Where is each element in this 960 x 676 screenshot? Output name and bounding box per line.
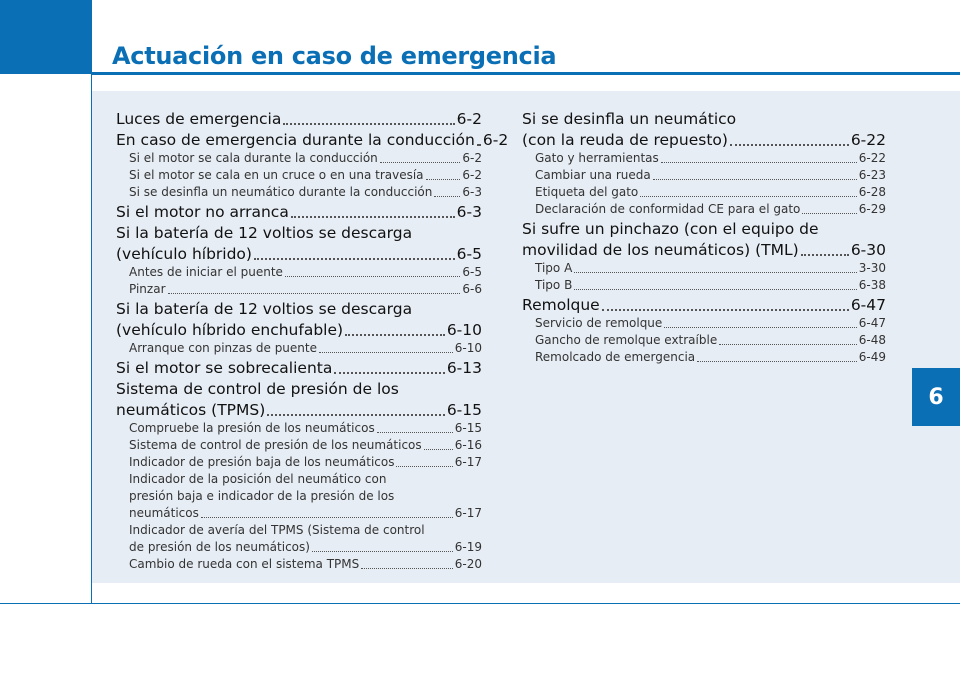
- toc-entry-title: Si el motor se sobrecalienta: [116, 359, 333, 377]
- toc-item[interactable]: [116, 437, 482, 454]
- toc-entry: [522, 150, 886, 167]
- toc-page-number: 6-5: [456, 245, 482, 263]
- toc-entry-title: En caso de emergencia durante la conducción: [116, 131, 475, 149]
- toc-page-number: 6-23: [858, 168, 886, 182]
- toc-entry: [116, 454, 482, 471]
- dot-leader: [345, 334, 445, 336]
- toc-entry: [522, 296, 886, 315]
- toc-page-number: 6-22: [858, 151, 886, 165]
- dot-leader: [201, 517, 453, 518]
- toc-item[interactable]: [116, 224, 482, 264]
- dot-leader: [664, 327, 856, 328]
- toc-entry: [116, 420, 482, 437]
- dot-leader: [730, 144, 849, 146]
- toc-entry: [522, 332, 886, 349]
- toc-entry: [116, 150, 482, 167]
- page-title: Actuación en caso de emergencia: [112, 42, 557, 70]
- toc-page-number: 6-28: [858, 185, 886, 199]
- toc-entry: [522, 260, 886, 277]
- toc-entry: [116, 539, 482, 556]
- dot-leader: [168, 293, 461, 294]
- toc-item[interactable]: [522, 296, 886, 315]
- toc-entry-title: neumáticos: [129, 506, 199, 520]
- toc-page-number: 6-38: [858, 278, 886, 292]
- toc-entry: [522, 349, 886, 366]
- toc-page-number: 6-15: [446, 401, 482, 419]
- toc-entry-title: Remolcado de emergencia: [535, 350, 696, 364]
- toc-entry: [116, 184, 482, 201]
- toc-item[interactable]: [522, 277, 886, 294]
- toc-entry: [116, 321, 482, 340]
- toc-item-line: Sistema de control de presión de los: [116, 380, 399, 398]
- toc-entry-title: Tipo A: [535, 261, 573, 275]
- toc-entry: [522, 277, 886, 294]
- toc-entry-title: Si se desinfla un neumático durante la conducción: [129, 185, 433, 199]
- dot-leader: [640, 196, 857, 197]
- toc-page-number: 6-10: [446, 321, 482, 339]
- toc-page-number: 6-49: [858, 350, 886, 364]
- toc-entry: [522, 167, 886, 184]
- dot-leader: [361, 568, 453, 569]
- toc-item[interactable]: [522, 201, 886, 218]
- dot-leader: [574, 289, 856, 290]
- toc-entry-title: (con la reuda de repuesto): [522, 131, 728, 149]
- toc-item[interactable]: [116, 522, 482, 556]
- toc-page-number: 6-30: [850, 241, 886, 259]
- dot-leader: [801, 254, 849, 256]
- toc-item[interactable]: [522, 315, 886, 332]
- dot-leader: [477, 144, 481, 146]
- toc-entry-title: Declaración de conformidad CE para el gato: [535, 202, 801, 216]
- dot-leader: [377, 432, 453, 433]
- toc-entry-title: Cambiar una rueda: [535, 168, 651, 182]
- toc-entry-title: Si el motor se cala durante la conducción: [129, 151, 378, 165]
- dot-leader: [653, 179, 857, 180]
- toc-entry-title: movilidad de los neumáticos) (TML): [522, 241, 799, 259]
- toc-entry: [116, 110, 482, 129]
- toc-item[interactable]: [116, 340, 482, 357]
- toc-item-line: Si la batería de 12 voltios se descarga: [116, 300, 413, 318]
- toc-item[interactable]: [522, 167, 886, 184]
- toc-page-number: 6-22: [850, 131, 886, 149]
- toc-item-line: Indicador de avería del TPMS (Sistema de control: [129, 523, 425, 537]
- dot-leader: [661, 162, 857, 163]
- toc-page-number: 6-3: [456, 203, 482, 221]
- toc-entry-title: Pinzar: [129, 282, 166, 296]
- toc-item-line: Indicador de la posición del neumático con: [129, 472, 387, 486]
- dot-leader: [719, 344, 857, 345]
- toc-item[interactable]: [116, 167, 482, 184]
- toc-page-number: 6-3: [462, 185, 482, 199]
- toc-page-number: 6-17: [454, 506, 482, 520]
- toc-item[interactable]: [522, 349, 886, 366]
- toc-entry-title: Arranque con pinzas de puente: [129, 341, 317, 355]
- toc-page-number: 6-29: [858, 202, 886, 216]
- toc-entry: [522, 131, 886, 150]
- dot-leader: [802, 213, 856, 214]
- toc-entry-title: Si el motor se cala en un cruce o en una travesía: [129, 168, 424, 182]
- toc-page-number: 6-2: [482, 131, 509, 149]
- toc-entry: [116, 264, 482, 281]
- toc-item[interactable]: [116, 264, 482, 281]
- toc-item[interactable]: [522, 110, 886, 150]
- dot-leader: [396, 466, 452, 467]
- toc-page-number: 6-47: [850, 296, 886, 314]
- toc-entry: [116, 340, 482, 357]
- dot-leader: [319, 352, 453, 353]
- toc-entry-title: Servicio de remolque: [535, 316, 663, 330]
- toc-entry: [116, 131, 509, 150]
- toc-entry: [116, 281, 482, 298]
- dot-leader: [426, 179, 461, 180]
- toc-page-number: 6-2: [462, 168, 482, 182]
- toc-entry-title: Compruebe la presión de los neumáticos: [129, 421, 375, 435]
- toc-entry: [522, 184, 886, 201]
- dot-leader: [602, 309, 849, 311]
- toc-left-column: [116, 108, 509, 573]
- toc-item-line: presión baja e indicador de la presión de los: [129, 489, 395, 503]
- toc-entry: [522, 315, 886, 332]
- toc-item[interactable]: [116, 471, 482, 522]
- toc-entry-title: de presión de los neumáticos): [129, 540, 310, 554]
- toc-item[interactable]: [522, 150, 886, 167]
- dot-leader: [424, 449, 453, 450]
- dot-leader: [291, 216, 455, 218]
- toc-item[interactable]: [116, 150, 482, 167]
- toc-item[interactable]: [116, 300, 482, 340]
- toc-item[interactable]: [116, 281, 482, 298]
- toc-page-number: 6-2: [456, 110, 482, 128]
- toc-page-number: 6-13: [446, 359, 482, 377]
- toc-item-line: Si la batería de 12 voltios se descarga: [116, 224, 413, 242]
- toc-item-line: Si sufre un pinchazo (con el equipo de: [522, 220, 819, 238]
- dot-leader: [697, 361, 857, 362]
- toc-entry-title: Luces de emergencia: [116, 110, 282, 128]
- dot-leader: [334, 372, 444, 374]
- toc-entry-title: Antes de iniciar el puente: [129, 265, 283, 279]
- toc-entry: [522, 201, 886, 218]
- toc-page-number: 6-48: [858, 333, 886, 347]
- dot-leader: [380, 162, 461, 163]
- toc-page-number: 6-17: [454, 455, 482, 469]
- toc-entry-title: Cambio de rueda con el sistema TPMS: [129, 557, 360, 571]
- toc-item[interactable]: [116, 131, 509, 150]
- toc-entry: [116, 401, 482, 420]
- toc-item[interactable]: [116, 359, 482, 378]
- toc-page-number: 6-6: [462, 282, 482, 296]
- toc-item[interactable]: [116, 420, 482, 437]
- toc-entry-title: Sistema de control de presión de los neumáticos: [129, 438, 422, 452]
- toc-page-number: 6-5: [462, 265, 482, 279]
- toc-entry-title: Tipo B: [535, 278, 573, 292]
- dot-leader: [312, 551, 453, 552]
- corner-block: [0, 0, 92, 74]
- toc-item[interactable]: [116, 203, 482, 222]
- toc-entry-title: Indicador de presión baja de los neumáticos: [129, 455, 395, 469]
- toc-item-line: Si se desinfla un neumático: [522, 110, 737, 128]
- toc-entry-title: Si el motor no arranca: [116, 203, 289, 221]
- chapter-tab[interactable]: 6: [912, 368, 960, 426]
- dot-leader: [434, 196, 460, 197]
- toc-page-number: 6-2: [462, 151, 482, 165]
- toc-entry: [116, 203, 482, 222]
- toc-page-number: 6-20: [454, 557, 482, 571]
- toc-entry: [116, 505, 482, 522]
- dot-leader: [283, 123, 454, 125]
- toc-item[interactable]: [116, 110, 482, 129]
- toc-item[interactable]: [522, 184, 886, 201]
- toc-entry: [116, 167, 482, 184]
- toc-right-column: [522, 108, 886, 366]
- toc-entry-title: Gato y herramientas: [535, 151, 659, 165]
- header-rule: [92, 72, 960, 75]
- toc-entry-title: Etiqueta del gato: [535, 185, 639, 199]
- toc-item[interactable]: [522, 332, 886, 349]
- toc-entry: [116, 245, 482, 264]
- toc-entry-title: (vehículo híbrido): [116, 245, 252, 263]
- toc-item[interactable]: [116, 556, 482, 573]
- dot-leader: [267, 414, 445, 416]
- toc-item[interactable]: [522, 260, 886, 277]
- toc-entry-title: (vehículo híbrido enchufable): [116, 321, 344, 339]
- toc-entry: [116, 437, 482, 454]
- toc-item[interactable]: [116, 454, 482, 471]
- toc-item[interactable]: [116, 380, 482, 420]
- toc-entry: [522, 241, 886, 260]
- dot-leader: [254, 258, 455, 260]
- dot-leader: [285, 276, 460, 277]
- bottom-rule: [0, 603, 960, 604]
- toc-entry-title: Gancho de remolque extraíble: [535, 333, 718, 347]
- toc-page-number: 6-15: [454, 421, 482, 435]
- toc-item[interactable]: [522, 220, 886, 260]
- toc-entry-title: neumáticos (TPMS): [116, 401, 266, 419]
- toc-page-number: 6-47: [858, 316, 886, 330]
- toc-entry: [116, 556, 482, 573]
- dot-leader: [574, 272, 856, 273]
- toc-page-number: 3-30: [858, 261, 886, 275]
- toc-entry: [116, 359, 482, 378]
- toc-page-number: 6-19: [454, 540, 482, 554]
- toc-page-number: 6-10: [454, 341, 482, 355]
- toc-item[interactable]: [116, 184, 482, 201]
- toc-page-number: 6-16: [454, 438, 482, 452]
- toc-entry-title: Remolque: [522, 296, 600, 314]
